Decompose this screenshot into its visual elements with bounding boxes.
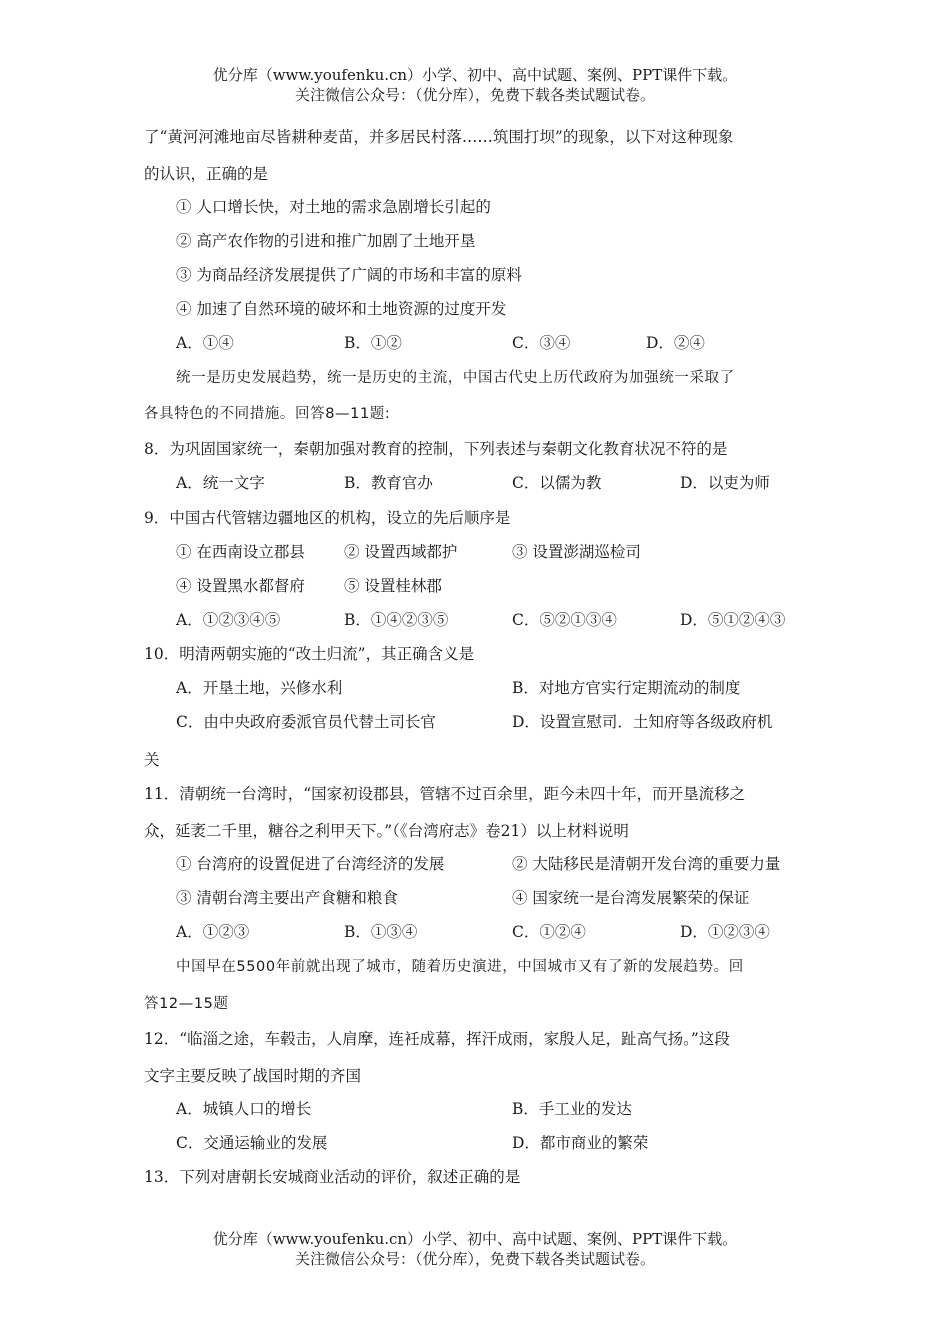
- q9-item-3: ③ 设置澎湖巡检司: [512, 543, 641, 561]
- q7-stem-line-1: 了“黄河河滩地亩尽皆耕种麦苗，并多居民村落……筑围打坝”的现象，以下对这种现象: [144, 128, 734, 146]
- q11-item-3: ③ 清朝台湾主要出产食糖和粮食: [176, 889, 398, 907]
- q9-stem: 9．中国古代管辖边疆地区的机构，设立的先后顺序是: [144, 509, 511, 527]
- q12-option-b: B．手工业的发达: [512, 1100, 632, 1118]
- intro-1-line-2: 各具特色的不同措施。回答8—11题:: [144, 406, 391, 422]
- q12-stem-line-1: 12．“临淄之途，车毂击，人肩摩，连衽成幕，挥汗成雨，家殷人足，趾高气扬。”这段: [144, 1030, 730, 1048]
- q10-option-b: B．对地方官实行定期流动的制度: [512, 679, 741, 697]
- q13-stem: 13．下列对唐朝长安城商业活动的评价，叙述正确的是: [144, 1168, 521, 1186]
- q9-option-d: D．⑤①②④③: [680, 611, 786, 629]
- q7-option-c: C．③④: [512, 334, 571, 352]
- q10-option-c: C．由中央政府委派官员代替土司长官: [176, 713, 436, 731]
- q11-option-d: D．①②③④: [680, 923, 770, 941]
- q8-option-c: C．以儒为教: [512, 474, 602, 492]
- q11-option-c: C．①②④: [512, 923, 586, 941]
- q11-item-1: ① 台湾府的设置促进了台湾经济的发展: [176, 855, 445, 873]
- q9-item-2: ② 设置西域都护: [344, 543, 458, 561]
- intro-2-line-2: 答12—15题: [144, 996, 229, 1012]
- q7-item-3: ③ 为商品经济发展提供了广阔的市场和丰富的原料: [176, 266, 522, 284]
- q9-item-5: ⑤ 设置桂林郡: [344, 577, 442, 595]
- q10-stem: 10．明清两朝实施的“改土归流”，其正确含义是: [144, 645, 475, 663]
- q7-item-2: ② 高产农作物的引进和推广加剧了土地开垦: [176, 232, 476, 250]
- header-line-1: 优分库（www.youfenku.cn）小学、初中、高中试题、案例、PPT课件下载。: [212, 66, 738, 84]
- header-line-2: 关注微信公众号：（优分库），免费下载各类试题试卷。: [294, 86, 655, 104]
- q11-stem-line-2: 众，延袤二千里，糖谷之利甲天下。”（《台湾府志》卷21）以上材料说明: [144, 822, 629, 840]
- q8-option-a: A．统一文字: [176, 474, 265, 492]
- q8-option-b: B．教育官办: [344, 474, 433, 492]
- q9-option-c: C．⑤②①③④: [512, 611, 617, 629]
- q8-stem: 8．为巩固国家统一，秦朝加强对教育的控制，下列表述与秦朝文化教育状况不符的是: [144, 440, 728, 458]
- q11-item-4: ④ 国家统一是台湾发展繁荣的保证: [512, 889, 750, 907]
- q10-option-a: A．开垦土地，兴修水利: [176, 679, 343, 697]
- q12-option-d: D．都市商业的繁荣: [512, 1134, 649, 1152]
- q11-option-a: A．①②③: [176, 923, 250, 941]
- q9-option-a: A．①②③④⑤: [176, 611, 281, 629]
- q9-option-b: B．①④②③⑤: [344, 611, 449, 629]
- q7-item-1: ① 人口增长快，对土地的需求急剧增长引起的: [176, 198, 491, 216]
- q7-option-a: A．①④: [176, 334, 234, 352]
- intro-2-line-1: 中国早在5500年前就出现了城市，随着历史演进，中国城市又有了新的发展趋势。回: [176, 959, 744, 975]
- footer-line-2: 关注微信公众号：（优分库），免费下载各类试题试卷。: [294, 1250, 655, 1268]
- q11-option-b: B．①③④: [344, 923, 418, 941]
- q12-stem-line-2: 文字主要反映了战国时期的齐国: [144, 1067, 362, 1085]
- q9-item-1: ① 在西南设立郡县: [176, 543, 305, 561]
- q11-item-2: ② 大陆移民是清朝开发台湾的重要力量: [512, 855, 781, 873]
- q11-stem-line-1: 11．清朝统一台湾时，“国家初设郡县，管辖不过百余里，距今未四十年，而开垦流移之: [144, 785, 746, 803]
- q8-option-d: D．以吏为师: [680, 474, 770, 492]
- q7-option-d: D．②④: [646, 334, 705, 352]
- q7-stem-line-2: 的认识，正确的是: [144, 165, 269, 183]
- q7-option-b: B．①②: [344, 334, 402, 352]
- footer-line-1: 优分库（www.youfenku.cn）小学、初中、高中试题、案例、PPT课件下载。: [212, 1230, 738, 1248]
- q10-option-d: D．设置宣慰司．土知府等各级政府机: [512, 713, 773, 731]
- q10-option-d-continued: 关: [144, 751, 160, 769]
- q9-item-4: ④ 设置黑水都督府: [176, 577, 305, 595]
- q12-option-c: C．交通运输业的发展: [176, 1134, 328, 1152]
- intro-1-line-1: 统一是历史发展趋势，统一是历史的主流，中国古代史上历代政府为加强统一采取了: [176, 370, 735, 386]
- q12-option-a: A．城镇人口的增长: [176, 1100, 312, 1118]
- q7-item-4: ④ 加速了自然环境的破坏和土地资源的过度开发: [176, 300, 507, 318]
